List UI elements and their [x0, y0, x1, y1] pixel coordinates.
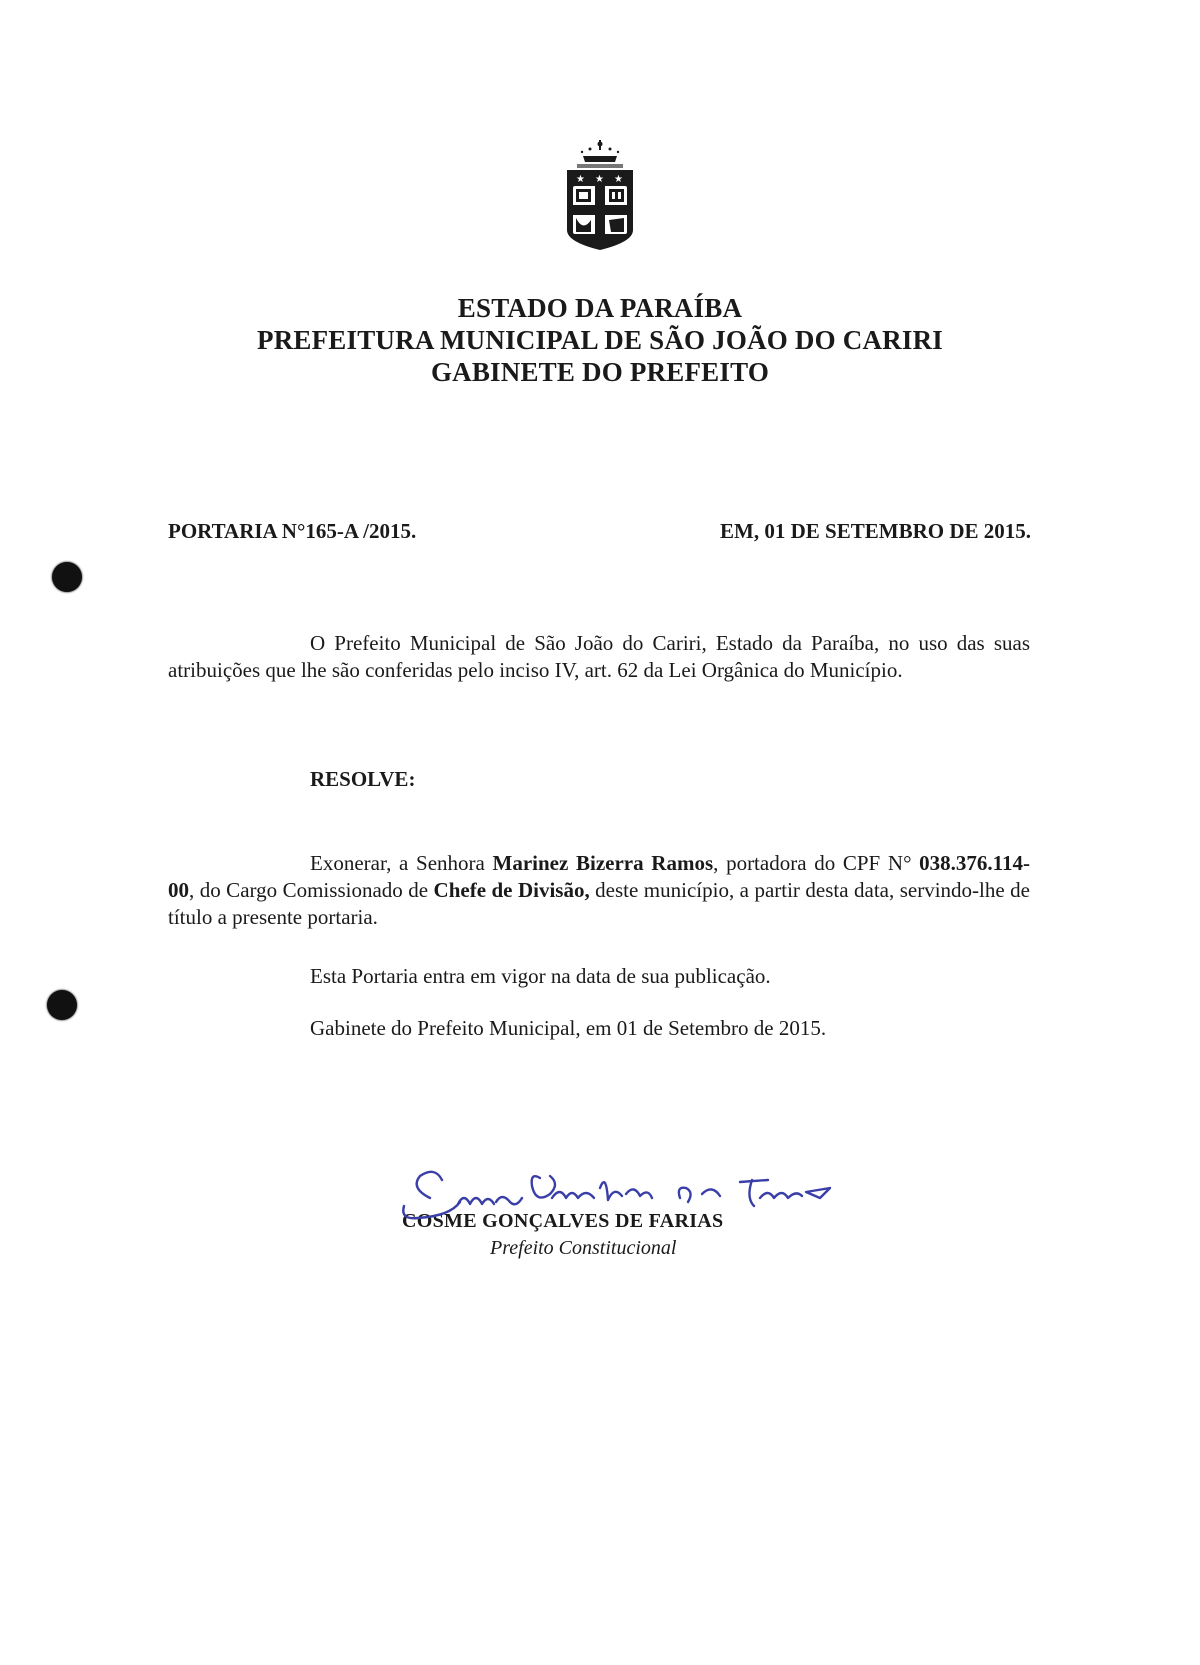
header-state: ESTADO DA PARAÍBA	[457, 293, 743, 323]
signatory-name: COSME GONÇALVES DE FARIAS	[402, 1210, 724, 1232]
svg-text:★: ★	[595, 174, 604, 185]
resolution-text-4: deste município, a partir desta data, servindo-lhe de título a presente portaria.	[168, 878, 1030, 929]
punch-hole-top	[52, 562, 82, 592]
closing-line: Gabinete do Prefeito Municipal, em 01 de Setembro de 2015.	[310, 1016, 827, 1040]
person-name: Marinez Bizerra Ramos	[492, 851, 714, 875]
header-office: GABINETE DO PREFEITO	[430, 357, 770, 387]
position-title: Chefe de Divisão,	[433, 878, 590, 902]
effective-clause: Esta Portaria entra em vigor na data de sua publicação.	[310, 964, 771, 988]
header-municipality: PREFEITURA MUNICIPAL DE SÃO JOÃO DO CARIRI	[257, 325, 943, 355]
signatory-title: Prefeito Constitucional	[490, 1237, 677, 1259]
document-header	[0, 292, 1200, 388]
preamble-paragraph: O Prefeito Municipal de São João do Cariri, Estado da Paraíba, no uso das suas atribuições que lhe são conferidas pelo inciso IV, art. 62 da Lei Orgânica do Município.	[168, 631, 1030, 682]
ordinance-date: EM, 01 DE SETEMBRO DE 2015.	[720, 519, 1031, 543]
coat-of-arms-icon	[555, 138, 645, 254]
svg-text:★: ★	[576, 174, 585, 185]
cpf-number: 038.376.114-00	[168, 851, 1030, 902]
resolution-paragraph	[168, 850, 1030, 931]
resolve-heading: RESOLVE:	[310, 767, 416, 791]
svg-text:★: ★	[614, 174, 623, 185]
ordinance-number: PORTARIA N°165-A /2015.	[168, 519, 417, 543]
resolution-text-2: , portadora do CPF N°	[713, 851, 920, 875]
resolution-text-3: , do Cargo Comissionado de	[189, 878, 434, 902]
resolution-text-1: Exonerar, a Senhora	[310, 851, 493, 875]
handwritten-signature	[390, 1158, 890, 1238]
punch-hole-bottom	[47, 990, 77, 1020]
